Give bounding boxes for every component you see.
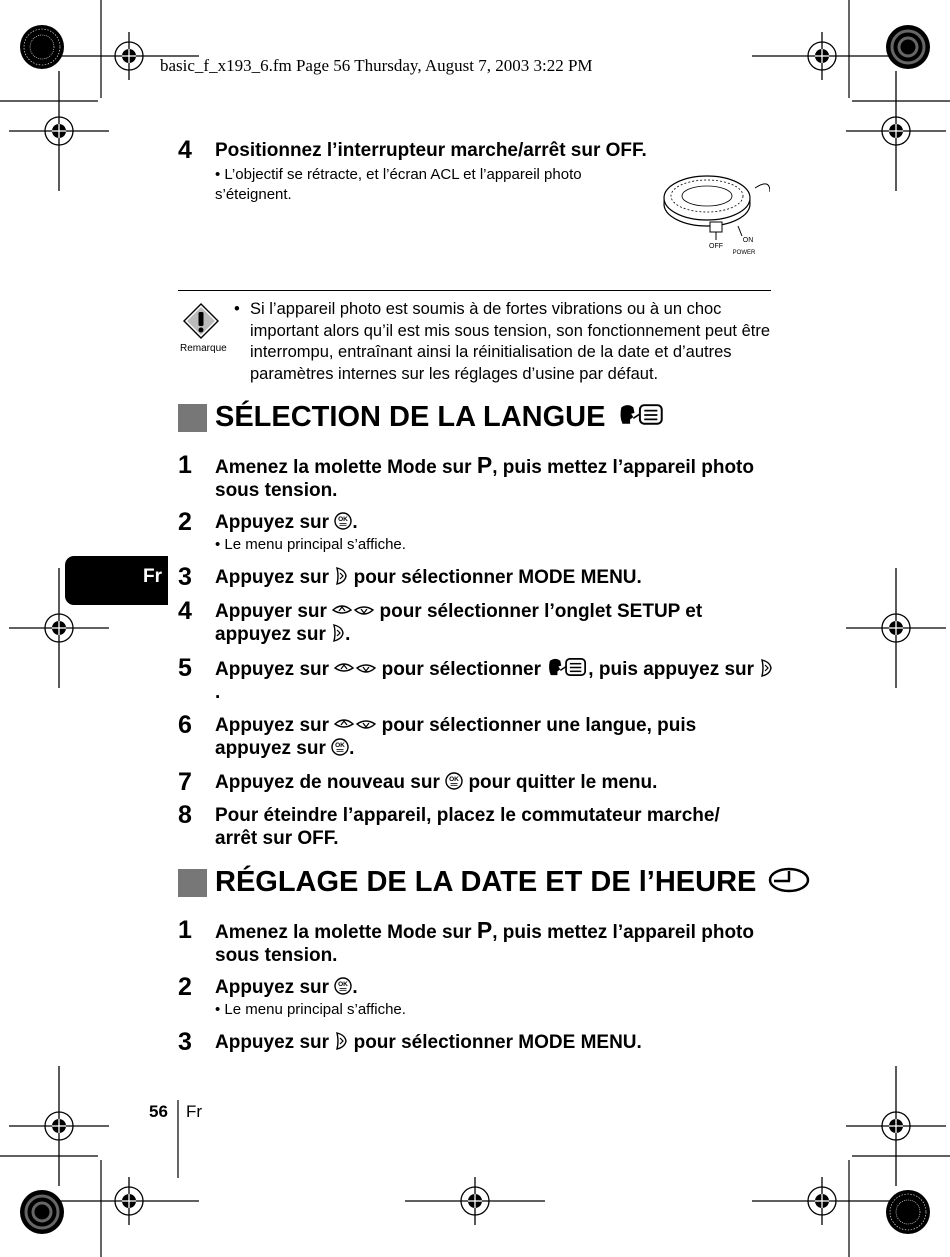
caution-icon xyxy=(182,302,220,340)
footer-lang: Fr xyxy=(186,1102,203,1121)
step-title: Positionnez l’interrupteur marche/arrêt sur OFF. xyxy=(215,140,647,161)
mode-dial-figure xyxy=(660,170,770,260)
note-text: Si l’appareil photo est soumis à de fortes vibrations ou à un choc important alors qu’il est mis sous tension, son fonctionnement peut être interrompu, entraînant ainsi la réinitialisation de la date et d’autres paramètres internes sur les réglages d’usine par défaut. xyxy=(250,300,771,383)
section-bar xyxy=(178,404,207,432)
clock-icon xyxy=(768,867,810,893)
file-header: basic_f_x193_6.fm Page 56 Thursday, August 7, 2003 3:22 PM xyxy=(160,56,593,75)
svg-text:POWER: POWER xyxy=(732,250,756,256)
ok-button-icon xyxy=(445,772,463,790)
language-icon xyxy=(546,657,588,678)
section-bar xyxy=(178,869,207,897)
ok-button-icon xyxy=(334,512,352,530)
svg-text:ON: ON xyxy=(742,237,754,244)
page-number: 56 xyxy=(149,1102,168,1121)
section-title: SÉLECTION DE LA LANGUE xyxy=(215,401,606,433)
ok-button-icon xyxy=(331,738,349,756)
right-arrow-button-icon xyxy=(759,659,773,677)
divider xyxy=(178,290,771,291)
step-bullet: • L’objectif se rétracte, et l’écran ACL et l’appareil photo s’éteignent. xyxy=(215,166,582,203)
section-title: RÉGLAGE DE LA DATE ET DE l’HEURE xyxy=(215,866,757,898)
up-down-arrows-icon xyxy=(334,715,376,733)
language-icon xyxy=(618,403,664,427)
note-block: Remarque • Si l’appareil photo est soumis à de fortes vibrations ou à un choc important alors qu’il est mis sous tension, son fonctionnement peut être interrompu, entraînant ainsi la réinitialisation de la date et d’autres paramètres internes sur les réglages d’usine par défaut. xyxy=(178,298,778,388)
note-icon-label: Remarque xyxy=(180,343,227,354)
ok-button-icon xyxy=(334,977,352,995)
right-arrow-button-icon xyxy=(331,624,345,642)
right-arrow-button-icon xyxy=(334,1032,348,1050)
svg-text:OFF: OFF xyxy=(709,243,723,250)
up-down-arrows-icon xyxy=(334,659,376,677)
language-side-tab: Fr xyxy=(65,556,168,605)
right-arrow-button-icon xyxy=(334,567,348,585)
step-number: 4 xyxy=(178,136,192,164)
up-down-arrows-icon xyxy=(332,601,374,619)
